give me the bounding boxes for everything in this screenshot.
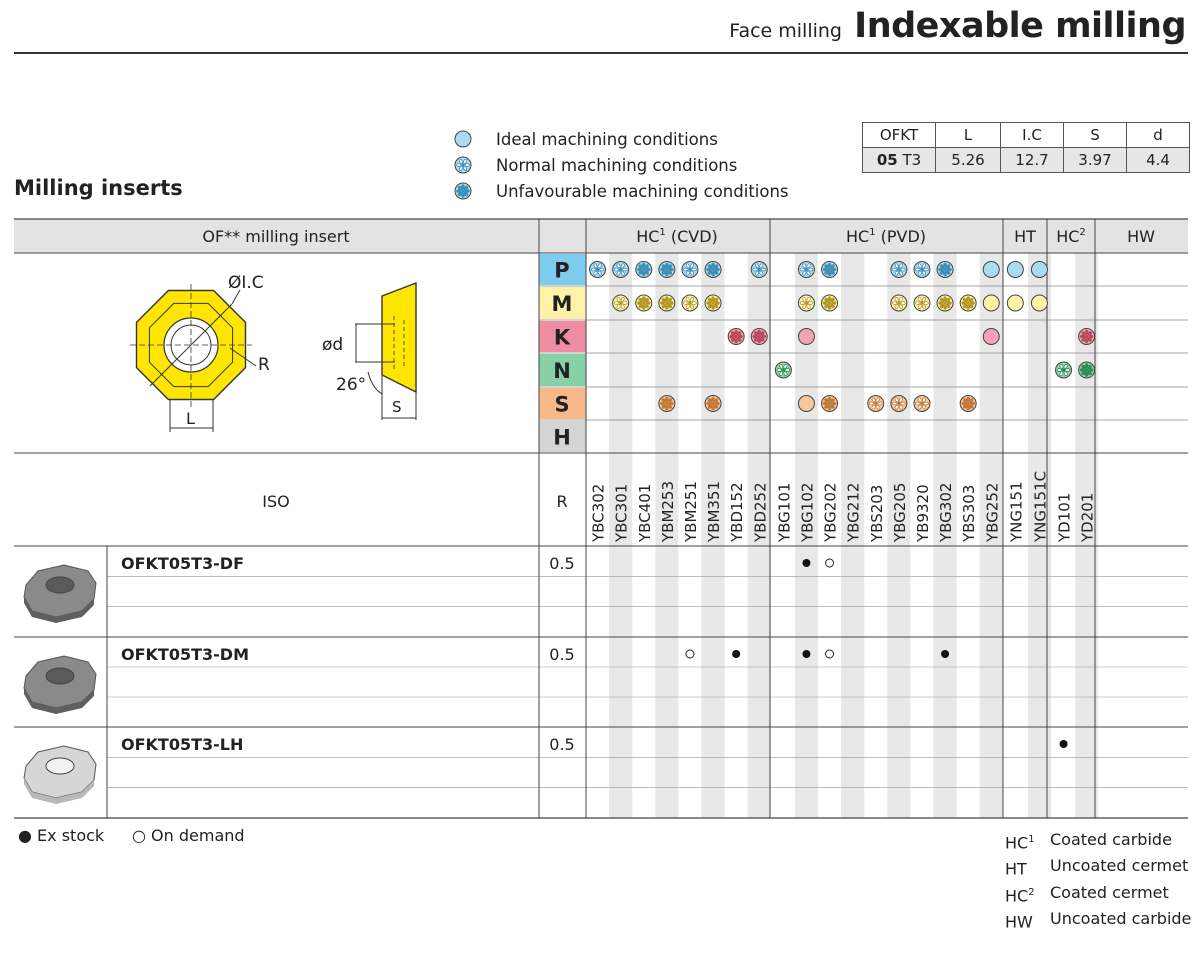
normal-mark: [914, 295, 930, 311]
flower-centre: [735, 335, 738, 338]
flower-petal: [901, 268, 905, 271]
product-image: [24, 656, 96, 714]
grade-label: YBG205: [890, 482, 909, 542]
r-label-drawing: R: [258, 355, 270, 375]
flower-petal: [924, 302, 928, 305]
flower-petal: [614, 268, 618, 271]
ex-stock-mark: [802, 559, 810, 567]
material-code-K: K: [553, 325, 571, 350]
flower-petal: [777, 369, 781, 372]
flower-centre: [688, 268, 691, 271]
ideal-mark: [1031, 295, 1047, 311]
flower-petal: [892, 402, 896, 405]
normal-mark: [891, 295, 907, 311]
l-label: L: [186, 409, 195, 428]
page-title: Indexable milling: [854, 6, 1186, 46]
group-header-hc: $HC^1$ (PVD): [845, 227, 927, 246]
flower-petal: [761, 268, 765, 271]
flower-centre: [758, 335, 761, 338]
key-row: [1005, 881, 1191, 907]
flower-centre: [711, 301, 714, 304]
flower-petal: [614, 302, 618, 305]
flower-centre: [758, 268, 761, 271]
flower-petal: [1057, 369, 1061, 372]
insert-photo-hole: [46, 577, 74, 593]
grade-label: YBM351: [705, 480, 724, 542]
grade-label: YBC301: [612, 483, 631, 542]
flower-petal: [623, 268, 627, 271]
flower-petal: [892, 302, 896, 305]
flower-centre: [596, 268, 599, 271]
flower-centre: [665, 268, 668, 271]
grade-label: YBG101: [775, 482, 794, 542]
unfavourable-mark: [659, 295, 675, 311]
grade-key: [1005, 828, 1191, 933]
flower-centre: [967, 402, 970, 405]
flower-centre: [711, 402, 714, 405]
key-row: [1005, 828, 1191, 854]
product-radius: 0.5: [549, 735, 575, 754]
angle-arc: [368, 372, 382, 394]
unfavourable-mark: [937, 295, 953, 311]
unfavourable-mark: [659, 262, 675, 278]
ex-stock-note: ● Ex stock: [18, 826, 105, 845]
ideal-mark: [1007, 262, 1023, 278]
unfavourable-mark: [960, 396, 976, 412]
blank-column: [1098, 253, 1188, 818]
flower-petal: [600, 268, 604, 271]
flower-centre: [642, 268, 645, 271]
flower-petal: [869, 402, 873, 405]
dim-header: L: [936, 123, 1001, 148]
ex-stock-mark: [802, 650, 810, 658]
unfavourable-mark: [1079, 362, 1095, 378]
flower-petal: [901, 402, 905, 405]
unfavourable-mark: [705, 295, 721, 311]
insert-photo-hole: [46, 668, 74, 684]
section-title: Milling inserts: [14, 176, 183, 200]
unfavourable-mark: [1079, 329, 1095, 345]
product-radius: 0.5: [549, 554, 575, 573]
flower-centre: [619, 301, 622, 304]
normal-mark: [775, 362, 791, 378]
insert-side-view: [382, 283, 416, 392]
flower-centre: [828, 301, 831, 304]
normal-mark: [682, 262, 698, 278]
material-code-N: N: [553, 359, 571, 383]
product-image: [24, 746, 96, 804]
flower-petal: [878, 402, 882, 405]
group-header-hw: HW: [1127, 227, 1155, 246]
ic-label: ØI.C: [228, 273, 264, 293]
grade-label: YD101: [1055, 492, 1074, 542]
unfavourable-mark: [728, 329, 744, 345]
flower-centre: [943, 301, 946, 304]
dim-code-bold: 05: [876, 151, 898, 169]
flower-petal: [916, 402, 920, 405]
unfavourable-mark: [960, 295, 976, 311]
normal-mark: [613, 295, 629, 311]
normal-mark: [590, 262, 606, 278]
d-label: ød: [322, 335, 344, 355]
flower-petal: [591, 268, 595, 271]
legend-label: Ideal machining conditions: [496, 129, 718, 149]
insert-drawing: [130, 283, 416, 432]
grade-label: YBG252: [983, 482, 1002, 542]
key-code: $HC^1$: [1005, 833, 1035, 853]
flower-centre: [1085, 335, 1088, 338]
on-demand-mark: [686, 650, 694, 658]
flower-petal: [623, 302, 627, 305]
unfavourable-mark: [659, 396, 675, 412]
grade-label: YBD252: [751, 482, 770, 542]
flower-centre: [805, 268, 808, 271]
normal-mark: [613, 262, 629, 278]
dim-code-suffix: T3: [902, 151, 922, 169]
key-code: $HC^2$: [1005, 885, 1035, 905]
grade-label: YBM253: [658, 480, 677, 542]
on-demand-mark: [826, 559, 834, 567]
grade-label: YBD152: [728, 482, 747, 542]
on-demand-mark: [826, 650, 834, 658]
grade-label: YNG151: [1007, 481, 1026, 542]
r-label: R: [556, 492, 568, 511]
grade-label: YBC302: [589, 483, 608, 542]
normal-mark: [751, 262, 767, 278]
flower-petal: [924, 402, 928, 405]
normal-mark: [891, 396, 907, 412]
normal-mark: [914, 262, 930, 278]
ideal-mark: [983, 262, 999, 278]
normal-mark: [1056, 362, 1072, 378]
flower-centre: [619, 268, 622, 271]
grade-label: YD201: [1078, 492, 1097, 542]
product-name: OFKT05T3-DF: [121, 554, 245, 573]
ideal-mark: [798, 396, 814, 412]
key-row: [1005, 907, 1191, 933]
material-code-H: H: [553, 425, 571, 450]
flower-petal: [684, 268, 688, 271]
table-header-band: [14, 219, 1188, 253]
ideal-mark: [1007, 295, 1023, 311]
grade-label: YBS303: [960, 484, 979, 542]
ideal-mark: [798, 329, 814, 345]
flower-centre: [943, 268, 946, 271]
grade-label: YB9320: [913, 484, 932, 542]
dim-value: 12.7: [1001, 148, 1064, 173]
flower-centre: [688, 301, 691, 304]
flower-centre: [874, 402, 877, 405]
flower-centre: [711, 268, 714, 271]
angle-label: 26°: [336, 375, 367, 395]
unfavourable-mark: [705, 262, 721, 278]
dim-value: 4.4: [1127, 148, 1190, 173]
product-radius: 0.5: [549, 645, 575, 664]
flower-centre: [920, 301, 923, 304]
normal-mark: [682, 295, 698, 311]
key-desc: Coated cermet: [1050, 882, 1169, 902]
flower-petal: [800, 302, 804, 305]
flower-centre: [665, 402, 668, 405]
key-code: HT: [1005, 859, 1027, 879]
flower-petal: [1066, 369, 1070, 372]
ideal-mark: [1031, 262, 1047, 278]
normal-mark: [798, 295, 814, 311]
s-label: S: [392, 398, 402, 416]
on-demand-note: ○ On demand: [132, 826, 245, 845]
ex-stock-mark: [1060, 740, 1068, 748]
grade-label: YBS203: [867, 484, 886, 542]
flower-centre: [665, 301, 668, 304]
legend-label: Unfavourable machining conditions: [496, 181, 789, 201]
flower-centre: [828, 402, 831, 405]
insert-header: OF** milling insert: [202, 227, 350, 246]
flower-petal: [785, 369, 789, 372]
flower-petal: [901, 302, 905, 305]
dim-header: OFKT: [863, 123, 936, 148]
material-code-S: S: [554, 392, 570, 417]
dim-value: 3.97: [1064, 148, 1127, 173]
insert-photo-hole: [46, 758, 74, 774]
flower-petal: [800, 268, 804, 271]
flower-centre: [805, 301, 808, 304]
flower-centre: [828, 268, 831, 271]
flower-centre: [897, 402, 900, 405]
unfavourable-mark: [751, 329, 767, 345]
product-image: [24, 565, 96, 623]
flower-petal: [892, 268, 896, 271]
key-desc: Uncoated cermet: [1050, 856, 1189, 876]
flower-petal: [916, 268, 920, 271]
ex-stock-mark: [732, 650, 740, 658]
flower-centre: [897, 301, 900, 304]
unfavourable-mark: [822, 295, 838, 311]
ideal-mark: [983, 329, 999, 345]
flower-centre: [1085, 368, 1088, 371]
grade-label: YBC401: [635, 483, 654, 542]
grade-label: YBM251: [681, 480, 700, 542]
material-code-P: P: [554, 258, 570, 283]
unfavourable-mark: [822, 262, 838, 278]
grade-label: YNG151C: [1031, 470, 1050, 542]
dim-header: S: [1064, 123, 1127, 148]
flower-centre: [1062, 368, 1065, 371]
flower-petal: [692, 268, 696, 271]
normal-mark: [914, 396, 930, 412]
flower-centre: [920, 402, 923, 405]
flower-petal: [684, 302, 688, 305]
unfavourable-mark: [636, 262, 652, 278]
ideal-mark: [983, 295, 999, 311]
header-subtitle: Face milling: [729, 20, 842, 42]
normal-mark: [891, 262, 907, 278]
iso-label: ISO: [262, 492, 290, 511]
flower-centre: [920, 268, 923, 271]
normal-mark: [868, 396, 884, 412]
grade-label: YBG202: [821, 482, 840, 542]
dim-value: 5.26: [936, 148, 1001, 173]
flower-centre: [967, 301, 970, 304]
dim-header: I.C: [1001, 123, 1064, 148]
flower-petal: [808, 268, 812, 271]
dim-header: d: [1127, 123, 1190, 148]
flower-centre: [642, 301, 645, 304]
flower-centre: [782, 368, 785, 371]
flower-centre: [897, 268, 900, 271]
product-name: OFKT05T3-DM: [121, 645, 249, 664]
key-row: [1005, 854, 1191, 880]
flower-petal: [692, 302, 696, 305]
flower-petal: [753, 268, 757, 271]
group-header-hc: $HC^2$: [1056, 227, 1086, 246]
grade-label: YBG102: [798, 482, 817, 542]
grade-label: YBG212: [844, 482, 863, 542]
flower-petal: [916, 302, 920, 305]
group-header-ht: HT: [1014, 227, 1036, 246]
grade-label: YBG302: [937, 482, 956, 542]
key-code: HW: [1005, 912, 1033, 932]
key-desc: Uncoated carbide: [1050, 908, 1192, 928]
product-name: OFKT05T3-LH: [121, 735, 244, 754]
flower-petal: [924, 268, 928, 271]
unfavourable-mark: [822, 396, 838, 412]
ex-stock-mark: [941, 650, 949, 658]
unfavourable-mark: [705, 396, 721, 412]
normal-mark: [798, 262, 814, 278]
material-code-M: M: [551, 292, 573, 316]
group-header-hc: $HC^1$ (CVD): [636, 227, 718, 246]
unfavourable-mark: [636, 295, 652, 311]
legend-label: Normal machining conditions: [496, 155, 738, 175]
flower-petal: [808, 302, 812, 305]
key-desc: Coated carbide: [1050, 830, 1172, 849]
unfavourable-mark: [937, 262, 953, 278]
